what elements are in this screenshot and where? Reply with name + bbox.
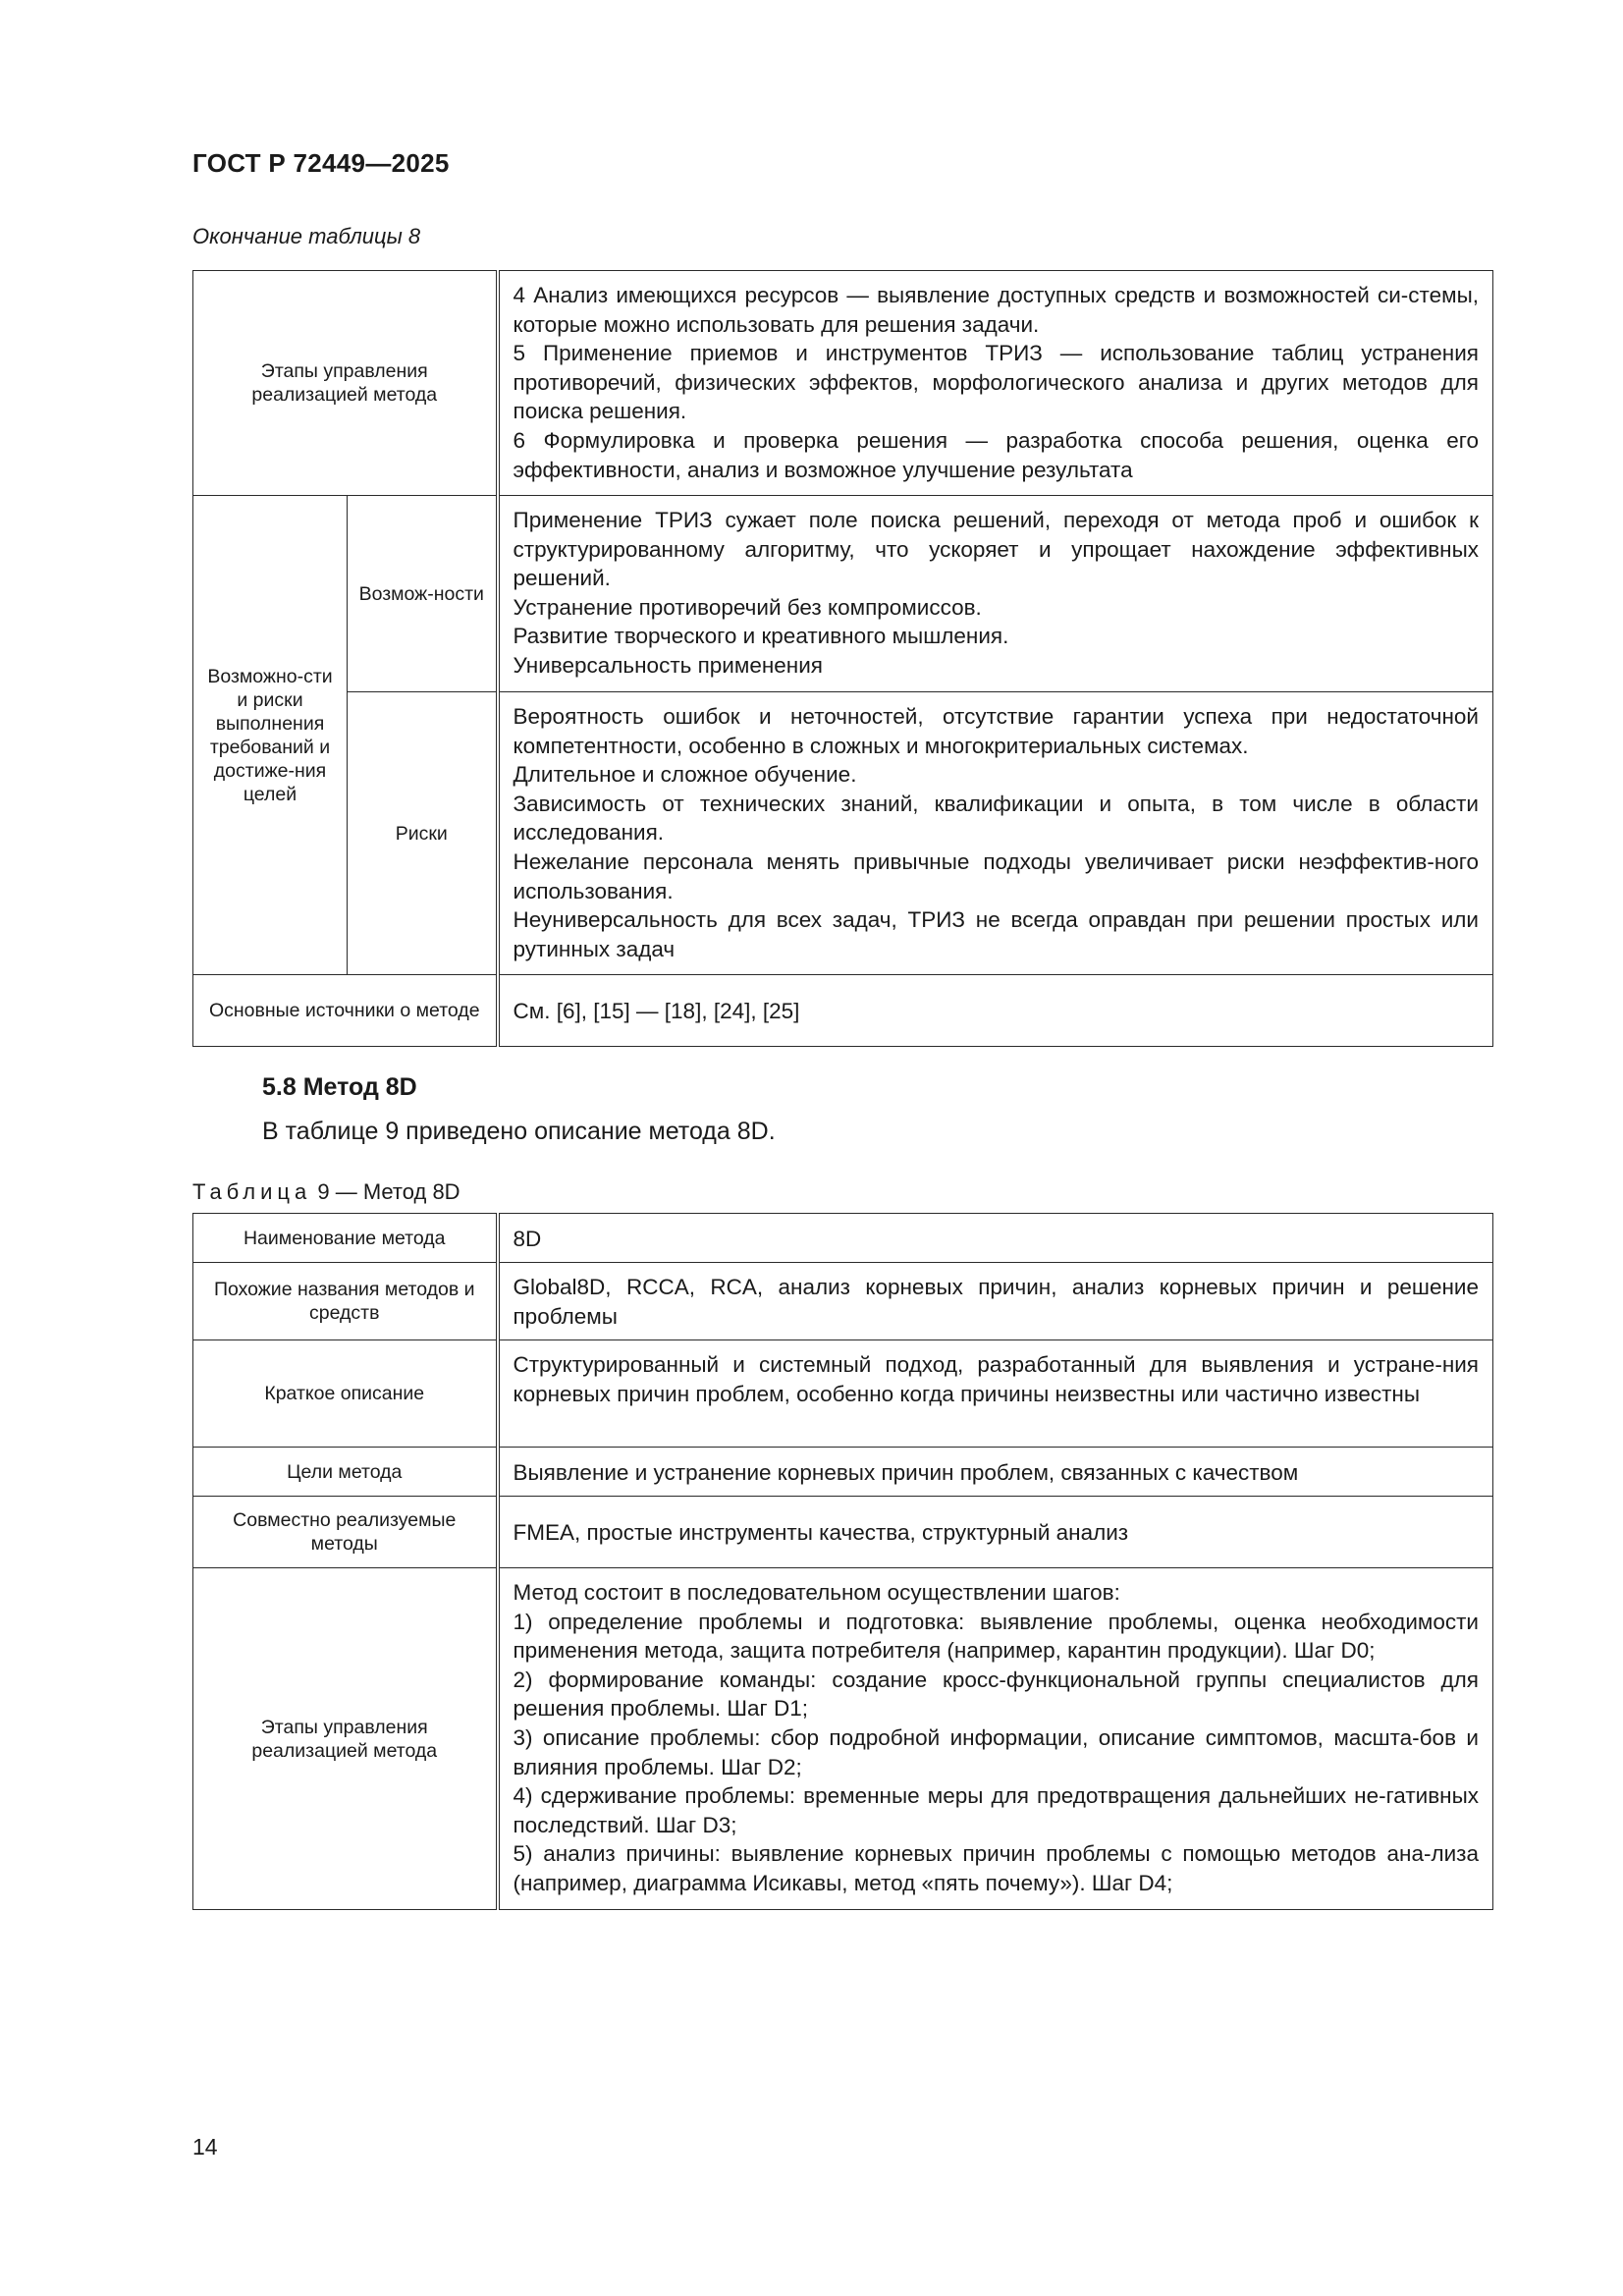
text-line: Нежелание персонала менять привычные подходы увеличивает риски неэффектив-ного использования. (513, 848, 1479, 903)
sub-label-risks: Риски (348, 692, 498, 975)
table-row (193, 1568, 1493, 1910)
row-label: Краткое описание (193, 1340, 498, 1448)
text-line: Устранение противоречий без компромиссов. (513, 594, 982, 620)
text-line: Зависимость от технических знаний, квалификации и опыта, в том числе в области исследования. (513, 791, 1479, 846)
row-text: Выявление и устранение корневых причин проблем, связанных с качеством (498, 1448, 1493, 1497)
text-line: 3) описание проблемы: сбор подробной информации, описание симптомов, масшта-бов и влияния проблемы. Шаг D2; (513, 1724, 1479, 1779)
table-row (193, 496, 1493, 692)
group-label-opportunities-risks: Возможно-сти и риски выполнения требований и достиже-ния целей (193, 496, 348, 975)
table-row (193, 1448, 1493, 1497)
row-text (498, 1568, 1493, 1910)
table-continuation-caption: Окончание таблицы 8 (192, 224, 421, 248)
text-line: 5) анализ причины: выявление корневых причин проблемы с помощью методов ана-лиза (например, диаграмма Исикавы, метод «пять почему»). Шаг D4; (513, 1841, 1479, 1895)
row-text: Структурированный и системный подход, разработанный для выявления и устране-ния корневых причин проблем, особенно когда причины неизвестны или частично известны (498, 1340, 1493, 1448)
text-line: 1) определение проблемы и подготовка: выявление проблемы, оценка необходимости применения метода, защита потребителя (например, карантин продукции). Шаг D0; (513, 1609, 1479, 1664)
row-label: Цели метода (193, 1448, 498, 1497)
text-line: Длительное и сложное обучение. (513, 762, 857, 788)
row-text-sources: См. [6], [15] — [18], [24], [25] (498, 975, 1493, 1047)
text-line: Вероятность ошибок и неточностей, отсутствие гарантии успеха при недостаточной компетентности, особенно в сложных и многокритериальных системах. (513, 704, 1479, 758)
text-line: Универсальность применения (513, 652, 823, 678)
table-9-caption (192, 1179, 460, 1205)
page-number: 14 (192, 2134, 218, 2159)
document-header-id: ГОСТ Р 72449—2025 (192, 148, 450, 178)
table-9 (192, 1213, 1493, 1910)
text-line: Метод состоит в последовательном осуществлении шагов: (513, 1580, 1120, 1605)
row-label: Этапы управления реализацией метода (193, 1568, 498, 1910)
row-label: Наименование метода (193, 1214, 498, 1263)
row-text-risks (498, 692, 1493, 975)
row-label-stages: Этапы управления реализацией метода (193, 271, 498, 496)
table-row (193, 1263, 1493, 1340)
section-intro-paragraph: В таблице 9 приведено описание метода 8D. (262, 1118, 776, 1145)
text-line: 6 Формулировка и проверка решения — разработка способа решения, оценка его эффективности, анализ и возможное улучшение результата (513, 427, 1479, 482)
text-line: Применение ТРИЗ сужает поле поиска решений, переходя от метода проб и ошибок к структурированному алгоритму, что ускоряет и упрощает нахождение эффективных решений. (513, 508, 1479, 591)
sub-label-opportunities: Возмож-ности (348, 496, 498, 692)
table-row (193, 271, 1493, 496)
text-line: 4) сдерживание проблемы: временные меры для предотвращения дальнейших не-гативных последствий. Шаг D3; (513, 1783, 1479, 1837)
table-caption-word: Таблица (192, 1179, 312, 1204)
row-label-sources: Основные источники о методе (193, 975, 498, 1047)
section-heading: 5.8 Метод 8D (262, 1073, 417, 1101)
table-caption-rest: 9 — Метод 8D (311, 1179, 460, 1204)
text-line: 2) формирование команды: создание кросс-функциональной группы специалистов для решения проблемы. Шаг D1; (513, 1667, 1479, 1722)
text-line: 5 Применение приемов и инструментов ТРИЗ — использование таблиц устранения противоречий, физических эффектов, морфологического анализа и других методов для поиска решения. (513, 341, 1479, 424)
table-row (193, 692, 1493, 975)
table-8-continuation (192, 270, 1493, 1047)
table-row (193, 975, 1493, 1047)
row-label: Совместно реализуемые методы (193, 1497, 498, 1568)
row-text: 8D (498, 1214, 1493, 1263)
row-label: Похожие названия методов и средств (193, 1263, 498, 1340)
text-line: Развитие творческого и креативного мышления. (513, 624, 1009, 649)
row-text-opportunities (498, 496, 1493, 692)
table-row (193, 1340, 1493, 1448)
text-line: 4 Анализ имеющихся ресурсов — выявление доступных средств и возможностей си-стемы, которые можно использовать для решения задачи. (513, 283, 1479, 337)
row-text-stages (498, 271, 1493, 496)
text-line: Неуниверсальность для всех задач, ТРИЗ не всегда оправдан при решении простых или рутинных задач (513, 907, 1479, 961)
row-text: Global8D, RCCA, RCA, анализ корневых причин, анализ корневых причин и решение проблемы (498, 1263, 1493, 1340)
table-row (193, 1497, 1493, 1568)
row-text: FMEA, простые инструменты качества, структурный анализ (498, 1497, 1493, 1568)
table-row (193, 1214, 1493, 1263)
